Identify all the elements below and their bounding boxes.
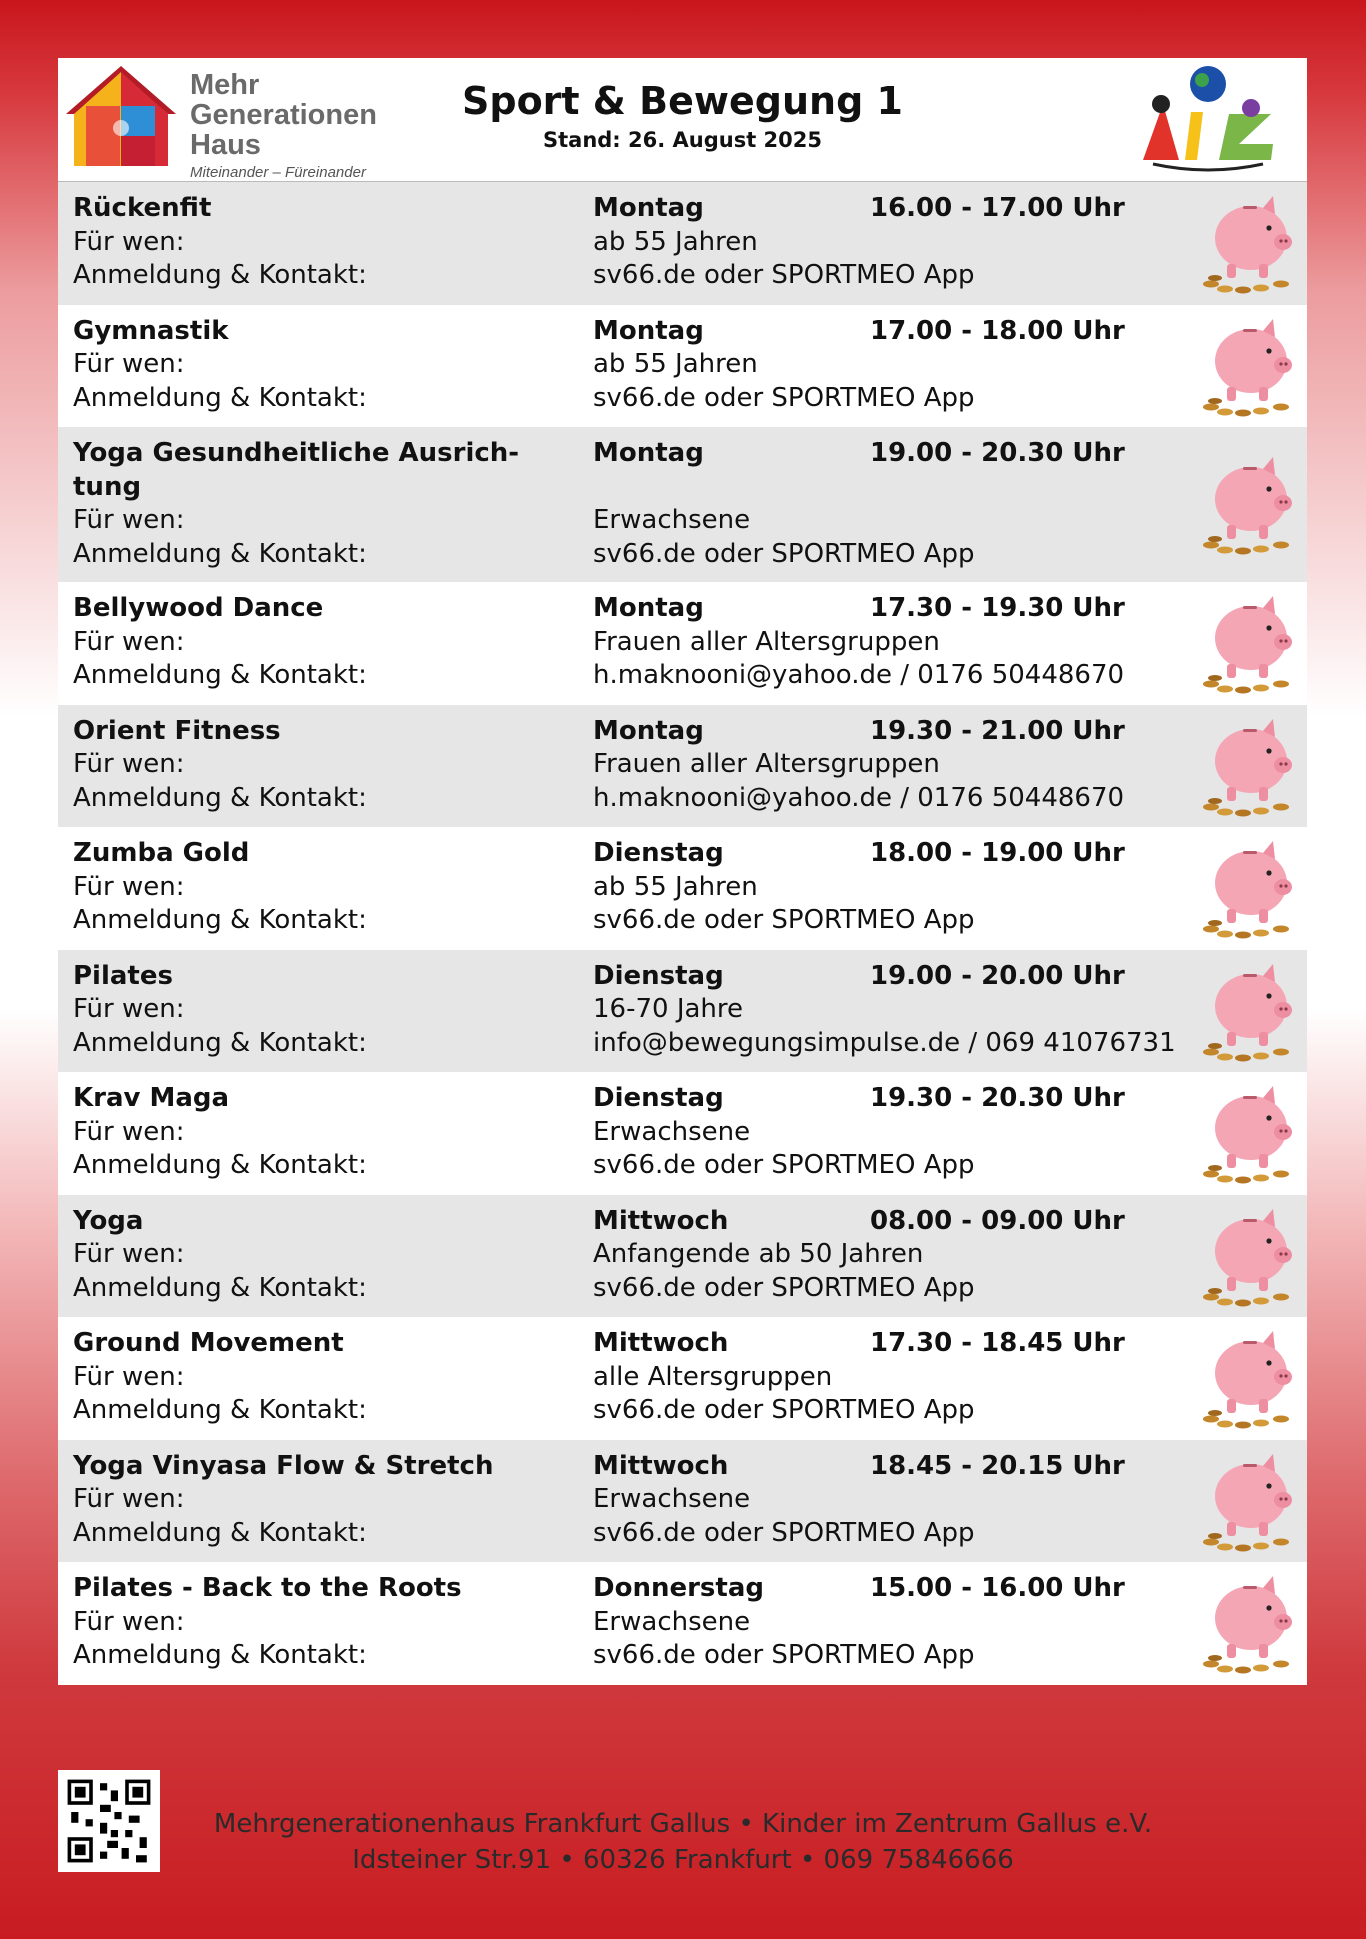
course-day: Montag [593,193,704,223]
course-row [58,950,1307,1073]
course-day: Dienstag [593,1083,724,1113]
label-fuer-wen: Für wen: [73,626,185,657]
course-row [58,827,1307,950]
course-time: 17.30 - 19.30 Uhr [870,593,1125,623]
course-name: Pilates - Back to the Roots [73,1573,462,1603]
course-name: Orient Fitness [73,715,281,746]
label-fuer-wen: Für wen: [73,1116,185,1147]
course-left [73,1450,563,1551]
label-anmeldung: Anmeldung & Kontakt: [73,905,367,935]
course-audience: ab 55 Jahren [593,871,758,902]
course-time: 19.00 - 20.30 Uhr [870,438,1125,468]
course-time: 18.45 - 20.15 Uhr [870,1450,1125,1481]
course-time: 19.30 - 21.00 Uhr [870,715,1125,746]
course-contact: sv66.de oder SPORTMEO App [593,1272,975,1303]
course-time: 17.30 - 18.45 Uhr [870,1328,1125,1358]
title-block [58,78,1307,152]
course-row [58,1195,1307,1318]
course-audience: Frauen aller Altersgruppen [593,749,940,779]
course-left [73,960,563,1061]
course-day: Dienstag [593,838,724,868]
label-fuer-wen: Für wen: [73,1606,185,1637]
label-fuer-wen: Für wen: [73,994,185,1024]
label-anmeldung: Anmeldung & Kontakt: [73,382,367,413]
course-row [58,1562,1307,1685]
course-contact: h.maknooni@yahoo.de / 0176 50448670 [593,660,1125,690]
stand-date: Stand: 26. August 2025 [542,128,823,152]
course-contact: sv66.de oder SPORTMEO App [593,1150,975,1180]
piggy-bank-icon [1199,1444,1299,1556]
course-audience: Frauen aller Altersgruppen [593,626,940,657]
course-contact: sv66.de oder SPORTMEO App [593,382,975,413]
course-contact: sv66.de oder SPORTMEO App [593,538,975,569]
course-left [73,192,563,293]
course-left [73,315,563,416]
piggy-bank-icon [1199,709,1299,821]
course-left [73,1205,563,1306]
label-anmeldung: Anmeldung & Kontakt: [73,260,367,290]
course-day: Dienstag [593,960,724,991]
label-anmeldung: Anmeldung & Kontakt: [73,1272,367,1303]
course-name-cont: tung [73,471,142,502]
page-title: Sport & Bewegung 1 [462,79,903,123]
course-day: Donnerstag [593,1573,764,1603]
label-anmeldung: Anmeldung & Kontakt: [73,1395,367,1425]
footer-address [160,1806,1206,1878]
label-anmeldung: Anmeldung & Kontakt: [73,538,367,569]
piggy-bank-icon [1199,954,1299,1066]
course-name: Zumba Gold [73,838,250,868]
course-time: 17.00 - 18.00 Uhr [870,315,1125,346]
header [58,58,1307,182]
label-fuer-wen: Für wen: [73,1361,185,1392]
course-row [58,1440,1307,1563]
piggy-bank-icon [1199,447,1299,559]
course-day: Mittwoch [593,1205,729,1236]
course-contact: info@bewegungsimpulse.de / 069 41076731 [593,1027,1176,1058]
course-name: Yoga [73,1205,144,1236]
course-name: Pilates [73,960,173,991]
course-contact: sv66.de oder SPORTMEO App [593,1395,975,1425]
piggy-bank-icon [1199,309,1299,421]
piggy-bank-icon [1199,1199,1299,1311]
course-list [58,182,1307,1685]
course-name: Yoga Gesundheitliche Ausrich- [73,438,520,468]
piggy-bank-icon [1199,1076,1299,1188]
course-audience: 16-70 Jahre [593,994,744,1024]
course-time: 15.00 - 16.00 Uhr [870,1573,1125,1603]
course-time: 19.30 - 20.30 Uhr [870,1083,1125,1113]
course-audience: Erwachsene [593,505,751,535]
course-row [58,182,1307,305]
course-time: 18.00 - 19.00 Uhr [870,838,1125,868]
label-fuer-wen: Für wen: [73,1239,185,1269]
label-fuer-wen: Für wen: [73,349,185,379]
label-anmeldung: Anmeldung & Kontakt: [73,660,367,690]
course-audience: ab 55 Jahren [593,349,758,379]
piggy-bank-icon [1199,186,1299,298]
label-anmeldung: Anmeldung & Kontakt: [73,1150,367,1180]
course-name: Bellywood Dance [73,593,324,623]
piggy-bank-icon [1199,586,1299,698]
course-name: Rückenfit [73,193,212,223]
label-anmeldung: Anmeldung & Kontakt: [73,1027,367,1058]
course-left [73,715,563,816]
course-audience: Erwachsene [593,1116,751,1147]
course-audience: Anfangende ab 50 Jahren [593,1239,924,1269]
logo-line2: Generationen [190,99,377,131]
label-fuer-wen: Für wen: [73,226,185,257]
label-fuer-wen: Für wen: [73,749,185,779]
piggy-bank-icon [1199,831,1299,943]
label-fuer-wen: Für wen: [73,871,185,902]
label-fuer-wen: Für wen: [73,505,185,535]
course-left [73,592,563,693]
course-audience: alle Altersgruppen [593,1361,833,1392]
course-name: Krav Maga [73,1083,230,1113]
course-day: Mittwoch [593,1450,729,1481]
piggy-bank-icon [1199,1566,1299,1678]
course-left [73,1327,563,1428]
course-day: Mittwoch [593,1328,729,1358]
course-left [73,1572,563,1673]
course-row [58,1072,1307,1195]
course-name: Yoga Vinyasa Flow & Stretch [73,1450,494,1481]
course-day: Montag [593,315,704,346]
course-row [58,427,1307,582]
label-anmeldung: Anmeldung & Kontakt: [73,1640,367,1670]
course-day: Montag [593,593,704,623]
course-day: Montag [593,715,704,746]
qr-code-icon [58,1770,160,1872]
footer [0,1760,1366,1880]
course-time: 19.00 - 20.00 Uhr [870,960,1125,991]
footer-line2: Idsteiner Str.91 • 60326 Frankfurt • 069 75846666 [352,1845,1014,1875]
course-contact: h.maknooni@yahoo.de / 0176 50448670 [593,782,1125,813]
course-left [73,437,563,571]
logo-line1: Mehr [190,69,260,101]
kiz-logo-icon [1133,64,1283,178]
course-time: 08.00 - 09.00 Uhr [870,1205,1125,1236]
course-row [58,705,1307,828]
piggy-bank-icon [1199,1321,1299,1433]
course-contact: sv66.de oder SPORTMEO App [593,905,975,935]
logo-line3: Haus [190,129,261,161]
course-name: Ground Movement [73,1328,344,1358]
course-row [58,305,1307,428]
course-audience: ab 55 Jahren [593,226,758,257]
course-left [73,837,563,938]
course-audience: Erwachsene [593,1606,751,1637]
course-audience: Erwachsene [593,1484,751,1514]
footer-line1: Mehrgenerationenhaus Frankfurt Gallus • Kinder im Zentrum Gallus e.V. [213,1809,1153,1839]
course-contact: sv66.de oder SPORTMEO App [593,1640,975,1670]
label-anmeldung: Anmeldung & Kontakt: [73,782,367,813]
course-row [58,582,1307,705]
schedule-sheet [58,58,1307,1685]
label-anmeldung: Anmeldung & Kontakt: [73,1517,367,1548]
course-day: Montag [593,438,704,468]
course-contact: sv66.de oder SPORTMEO App [593,1517,975,1548]
course-row [58,1317,1307,1440]
course-left [73,1082,563,1183]
label-fuer-wen: Für wen: [73,1484,185,1514]
logo-tagline: Miteinander – Füreinander [190,164,366,181]
course-contact: sv66.de oder SPORTMEO App [593,260,975,290]
course-name: Gymnastik [73,315,229,346]
course-time: 16.00 - 17.00 Uhr [870,193,1125,223]
spacer [593,471,1193,505]
